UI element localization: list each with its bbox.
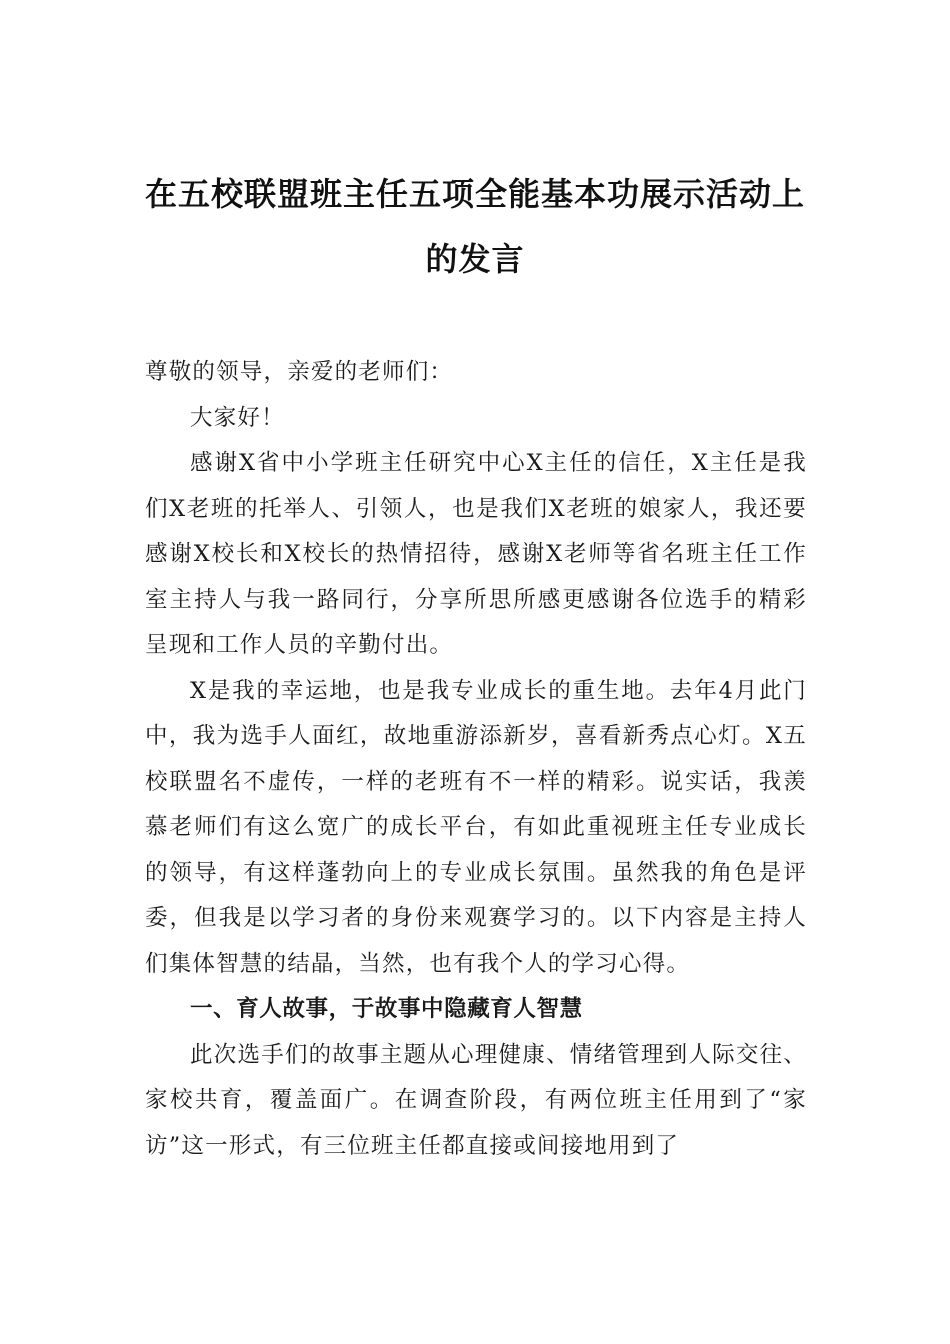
paragraph-thanks: 感谢X省中小学班主任研究中心X主任的信任，X主任是我们X老班的托举人、引领人，也是我们X老班的娘家人，我还要感谢X校长和X校长的热情招待，感谢X老师等省名班主任工作室主持人与我一路同行，分享所思所感更感谢各位选手的精彩呈现和工作人员的辛勤付出。 (145, 450, 807, 658)
document-body (145, 350, 807, 1169)
section-heading: 一、育人故事，于故事中隐藏育人智慧 (190, 996, 583, 1022)
paragraph-growth: X是我的幸运地，也是我专业成长的重生地。去年4月此门中，我为选手人面红，故地重游添新岁，喜看新秀点心灯。X五校联盟名不虚传，一样的老班有不一样的精彩。说实话，我羡慕老师们有这么宽广的成长平台，有如此重视班主任专业成长的领导，有这样蓬勃向上的专业成长氛围。虽然我的角色是评委，但我是以学习者的身份来观赛学习的。以下内容是主持人们集体智慧的结晶，当然，也有我个人的学习心得。 (145, 677, 807, 977)
document-title: 在五校联盟班主任五项全能基本功展示活动上的发言 (145, 175, 806, 278)
paragraph-section-one: 此次选手们的故事主题从心理健康、情绪管理到人际交往、家校共育，覆盖面广。在调查阶段，有两位班主任用到了“家访”这一形式，有三位班主任都直接或间接地用到了 (145, 1041, 807, 1159)
salutation: 尊敬的领导，亲爱的老师们： (145, 359, 454, 385)
greeting: 大家好！ (190, 404, 285, 431)
